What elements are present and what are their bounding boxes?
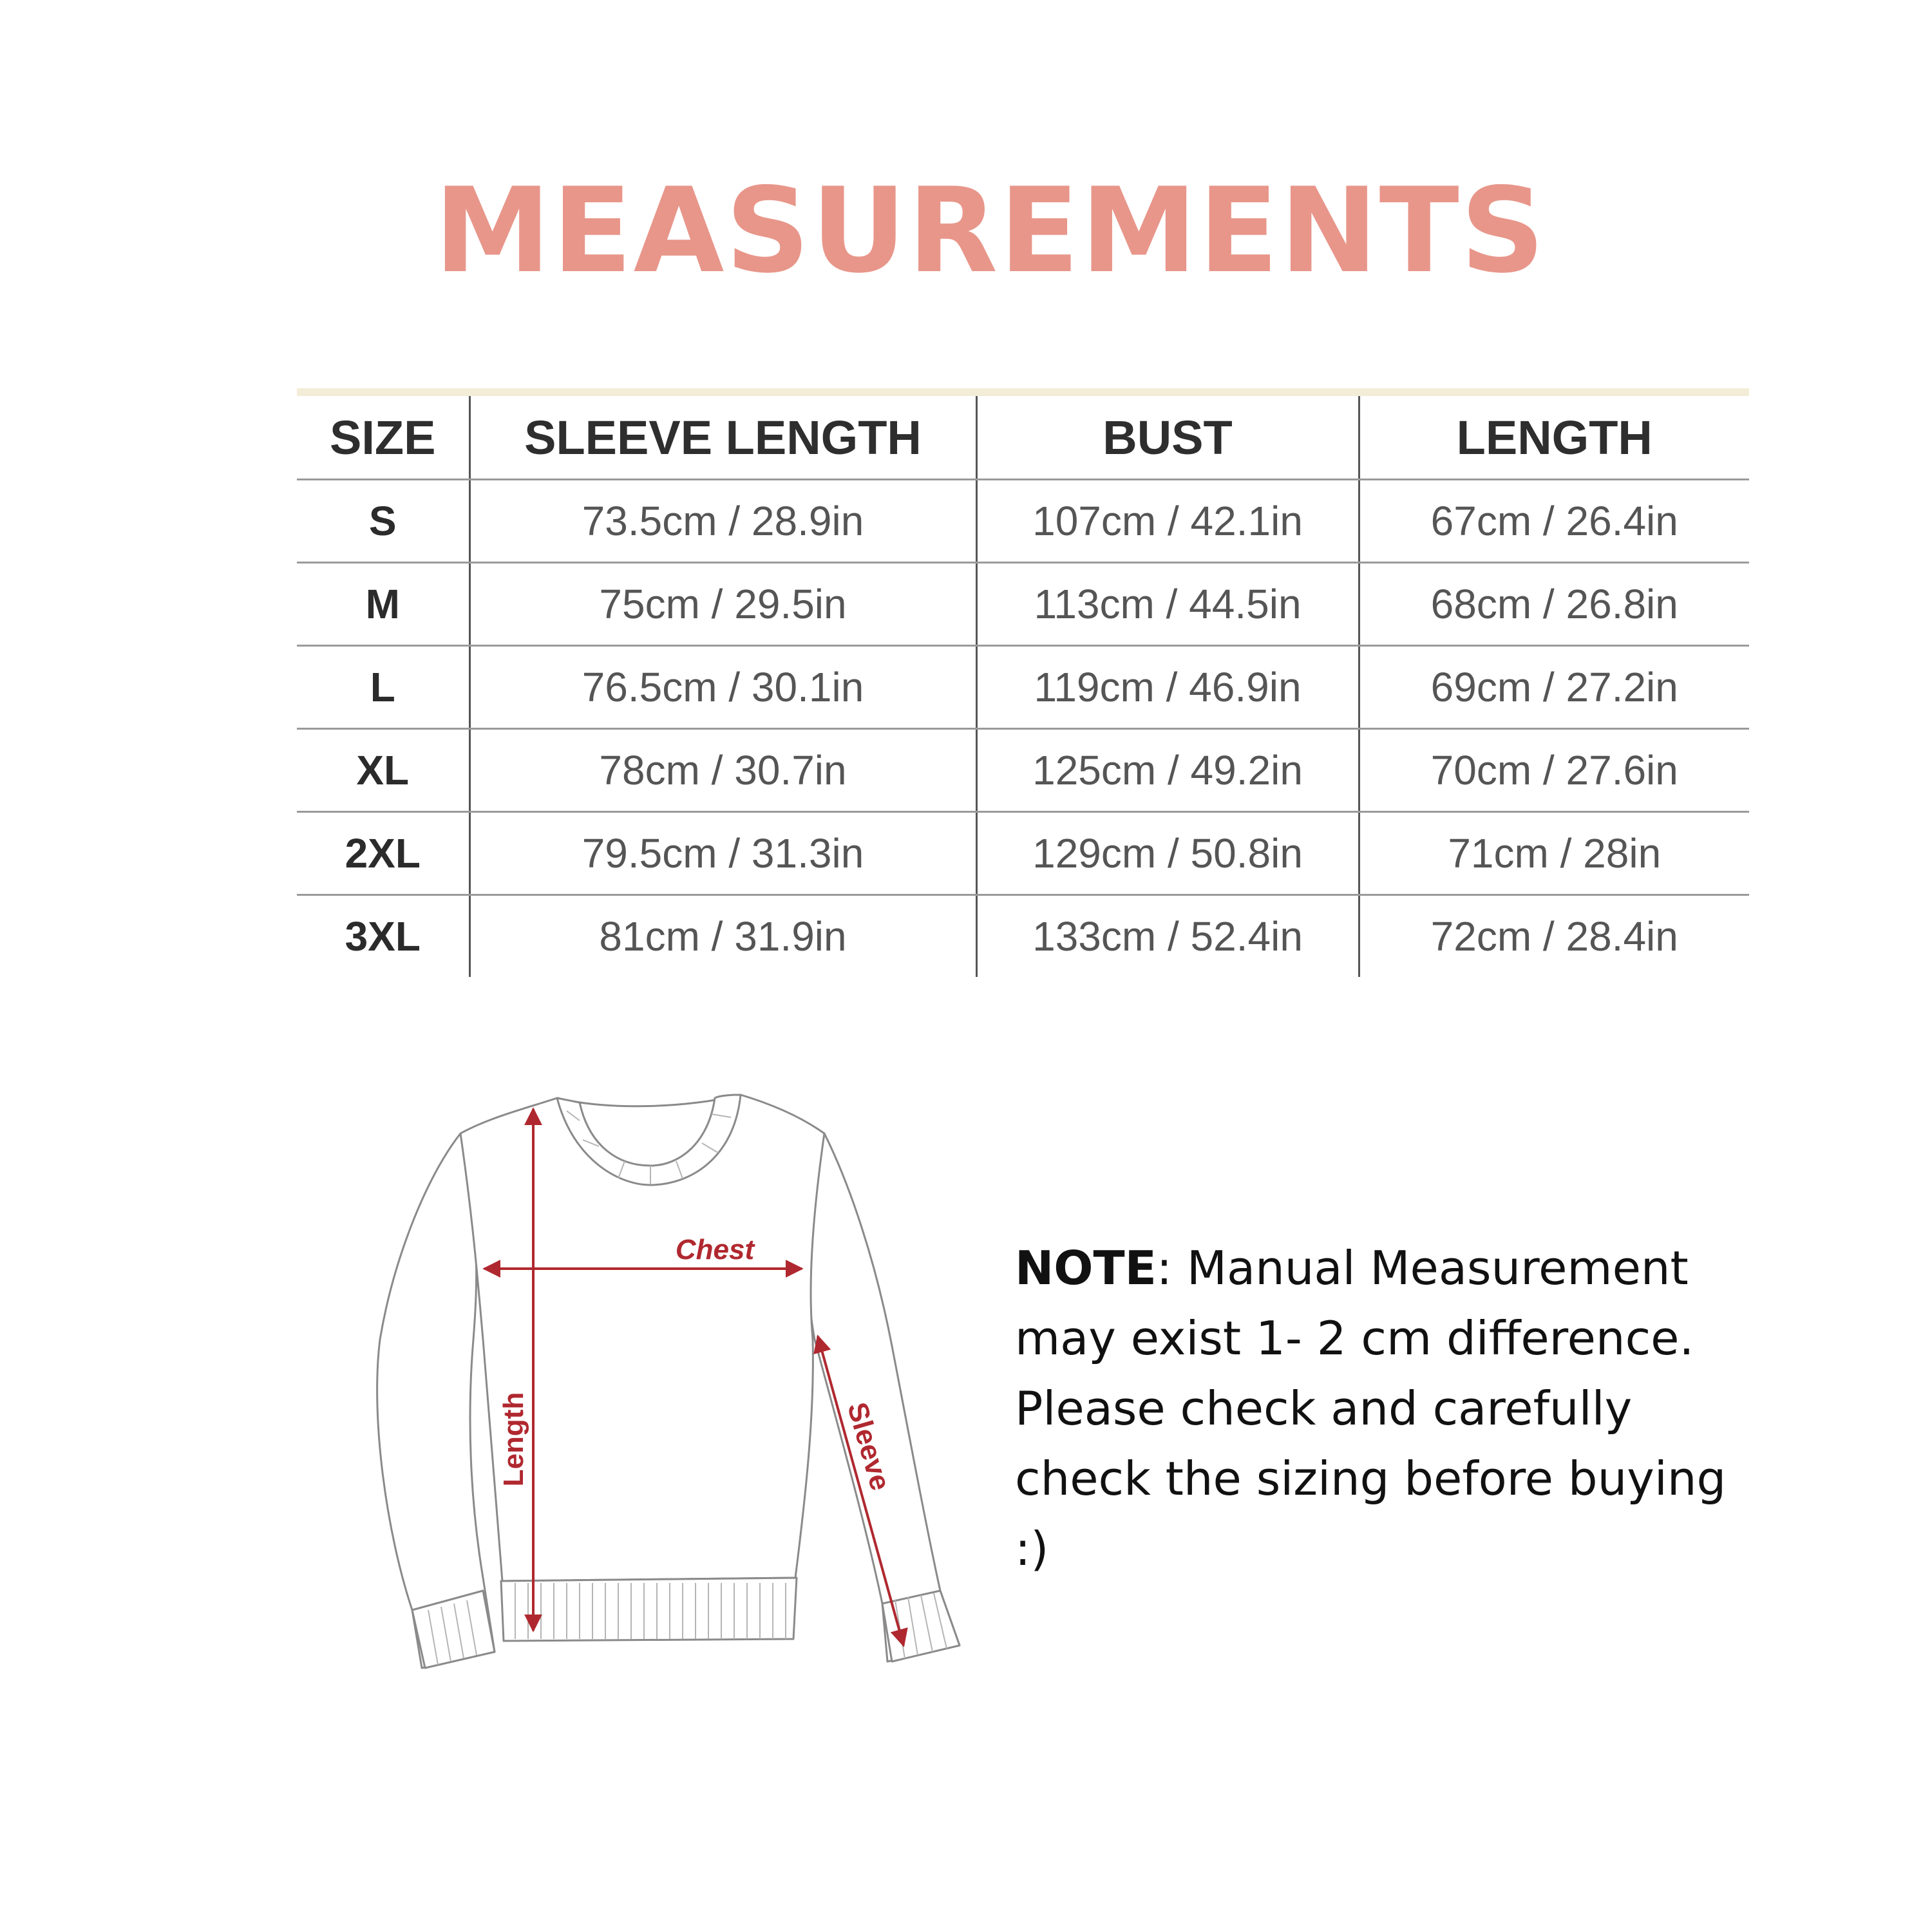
sleeve-length-cell: 81cm / 31.9in	[469, 895, 976, 978]
sleeve-length-cell: 73.5cm / 28.9in	[469, 480, 976, 563]
bust-cell: 129cm / 50.8in	[976, 812, 1359, 895]
bust-cell: 113cm / 44.5in	[976, 563, 1359, 646]
bust-cell: 133cm / 52.4in	[976, 895, 1359, 978]
table-row	[297, 563, 1749, 646]
sweater-outline	[377, 1095, 960, 1668]
size-cell: S	[297, 480, 469, 563]
bust-cell: 125cm / 49.2in	[976, 729, 1359, 812]
length-cell: 69cm / 27.2in	[1359, 646, 1749, 729]
table-row	[297, 812, 1749, 895]
sleeve-length-cell: 76.5cm / 30.1in	[469, 646, 976, 729]
size-cell: 3XL	[345, 913, 421, 960]
size-cell: L	[297, 646, 469, 729]
length-cell: 68cm / 26.8in	[1359, 563, 1749, 646]
header-size: SIZE	[297, 392, 469, 480]
table-row	[297, 729, 1749, 812]
size-cell: XL	[297, 729, 469, 812]
chest-label: Chest	[675, 1234, 755, 1265]
right-sleeve	[808, 1133, 960, 1662]
table-row	[297, 646, 1749, 729]
length-cell: 72cm / 28.4in	[1359, 895, 1749, 978]
header-bust: BUST	[976, 392, 1359, 480]
sleeve-length-cell: 78cm / 30.7in	[469, 729, 976, 812]
sizing-note	[1015, 1233, 1749, 1584]
size-cell: 2XL	[297, 812, 469, 895]
bust-cell: 107cm / 42.1in	[976, 480, 1359, 563]
hem-band	[501, 1578, 797, 1641]
right-cuff	[882, 1591, 960, 1662]
length-cell: 67cm / 26.4in	[1359, 480, 1749, 563]
sleeve-label: Sleeve	[841, 1399, 896, 1494]
header-sleeve-length: SLEEVE LENGTH	[469, 392, 976, 480]
sleeve-length-cell: 75cm / 29.5in	[469, 563, 976, 646]
table-row	[297, 895, 1749, 978]
length-label: Length	[498, 1392, 529, 1487]
note-label: NOTE	[1015, 1241, 1157, 1295]
table-header-row	[297, 392, 1749, 480]
note-text: : Manual Measurement may exist 1- 2 cm difference. Please check and carefully check the sizing before buying :)	[1015, 1241, 1727, 1576]
sleeve-length-cell: 79.5cm / 31.3in	[469, 812, 976, 895]
length-cell: 71cm / 28in	[1359, 812, 1749, 895]
page-title: MEASUREMENTS	[434, 162, 1546, 299]
length-cell: 70cm / 27.6in	[1359, 729, 1749, 812]
bust-cell: 119cm / 46.9in	[976, 646, 1359, 729]
table-row	[297, 480, 1749, 563]
size-chart-table	[297, 388, 1749, 977]
header-length: LENGTH	[1359, 392, 1749, 480]
size-cell: M	[297, 563, 469, 646]
sweater-measurement-diagram	[361, 1082, 979, 1694]
